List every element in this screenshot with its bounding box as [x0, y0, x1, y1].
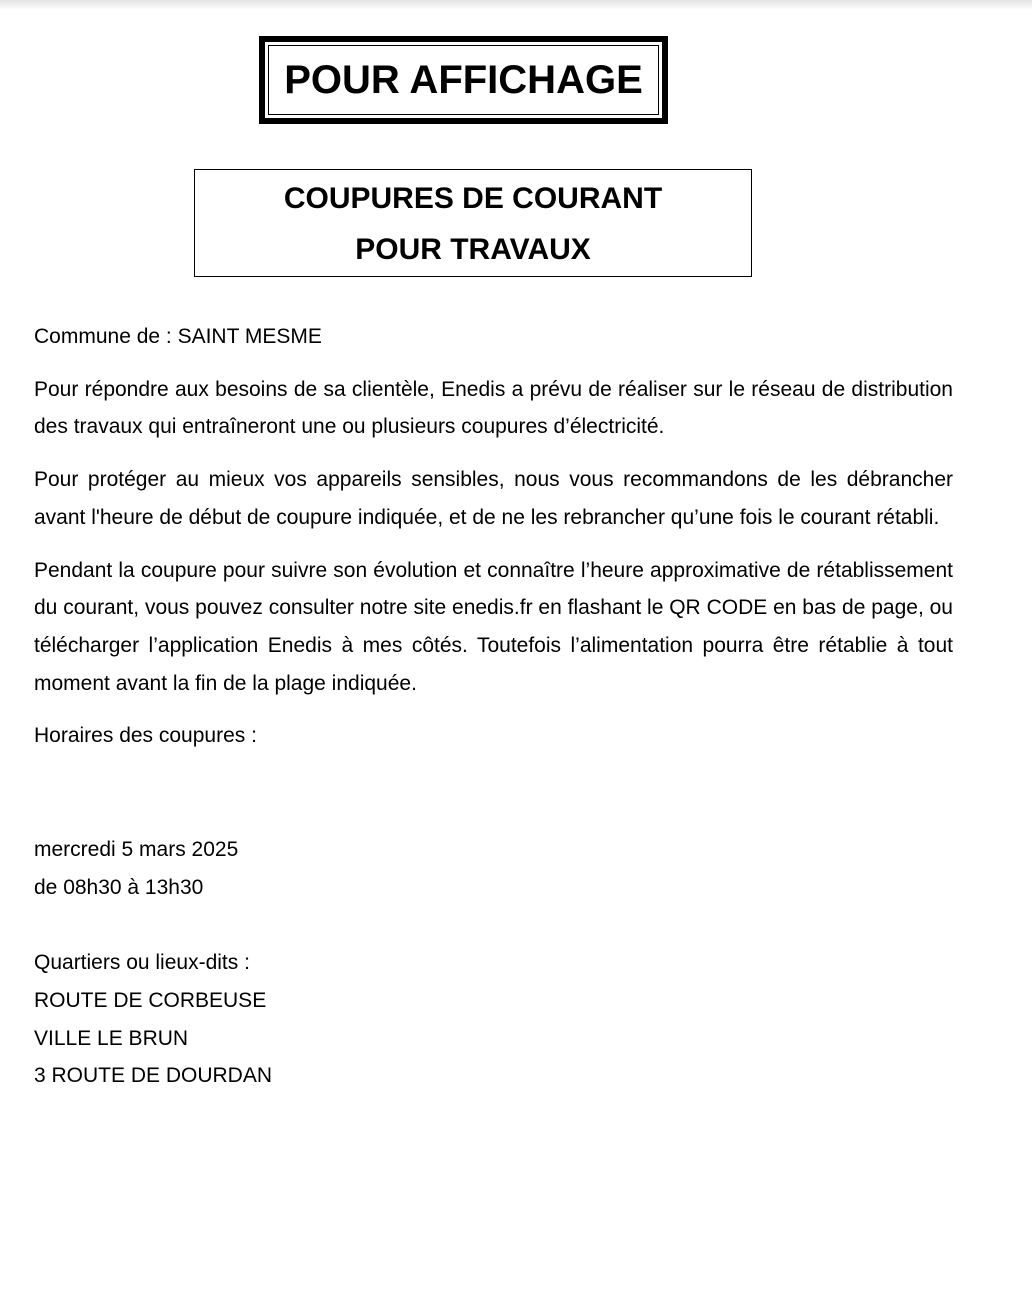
paragraph-recommendation: Pour protéger au mieux vos appareils sensibles, nous vous recommandons de les débrancher avant l'heure de début de coupure indiquée, et de ne les rebrancher qu’une fois le courant rétabli.: [34, 468, 953, 529]
commune-line: Commune de : SAINT MESME: [34, 325, 322, 348]
quartiers-label: Quartiers ou lieux-dits :: [34, 951, 250, 975]
affichage-title: POUR AFFICHAGE: [284, 57, 643, 102]
notice-title-line2: POUR TRAVAUX: [355, 233, 591, 266]
notice-title-box: [194, 169, 752, 277]
place-item: 3 ROUTE DE DOURDAN: [34, 1064, 273, 1088]
notice-body: [34, 318, 953, 1095]
paragraph-intro: Pour répondre aux besoins de sa clientèle, Enedis a prévu de réaliser sur le réseau de distribution des travaux qui entraîneront une ou plusieurs coupures d’électricité.: [34, 377, 953, 439]
place-item: VILLE LE BRUN: [34, 1026, 189, 1050]
affichage-frame: [259, 36, 668, 124]
outage-date: mercredi 5 mars 2025: [34, 838, 239, 862]
notice-title-line1: COUPURES DE COURANT: [283, 182, 663, 215]
horaires-label: Horaires des coupures :: [34, 724, 257, 748]
page-top-shadow: [0, 0, 1032, 10]
outage-time: de 08h30 à 13h30: [34, 875, 204, 899]
place-item: ROUTE DE CORBEUSE: [34, 988, 267, 1012]
paragraph-followup: Pendant la coupure pour suivre son évolution et connaître l’heure approximative de rétablissement du courant, vous pouvez consulter notre site enedis.fr en flashant le QR CODE en bas de page, ou télécharger l’application Enedis à mes côtés. Toutefois l’alimentation pourra être rétablie à tout moment avant la fin de la plage indiquée.: [34, 558, 953, 695]
